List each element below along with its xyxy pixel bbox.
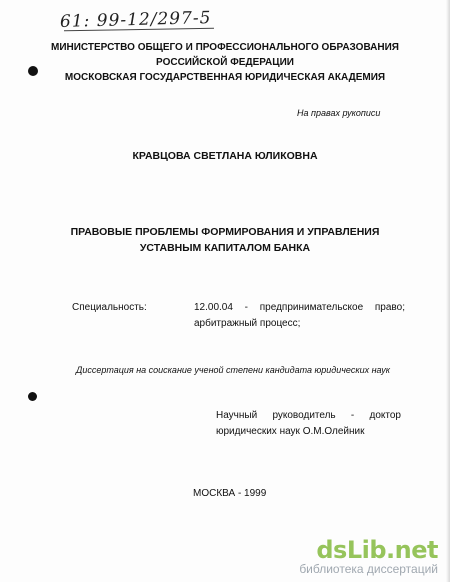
specialty-name-part2: право; <box>374 302 405 313</box>
thesis-title-line1: ПРАВОВЫЕ ПРОБЛЕМЫ ФОРМИРОВАНИЯ И УПРАВЛЕНИЯ <box>70 226 380 238</box>
federation-line: РОССИЙСКОЙ ФЕДЕРАЦИИ <box>156 57 294 68</box>
binding-hole-bottom <box>28 392 37 401</box>
academy-line: МОСКОВСКАЯ ГОСУДАРСТВЕННАЯ ЮРИДИЧЕСКАЯ АКАДЕМИЯ <box>64 72 386 83</box>
thesis-title-line2: УСТАВНЫМ КАПИТАЛОМ БАНКА <box>139 242 311 254</box>
watermark-logo: dsLib.net <box>316 536 438 564</box>
specialty-code: 12.00.04 <box>194 302 233 313</box>
author-name: КРАВЦОВА СВЕТЛАНА ЮЛИКОВНА <box>132 150 318 162</box>
supervisor-word-1: Научный <box>216 410 258 421</box>
handwritten-catalog-code: 61: 99-12/297-5 <box>59 8 212 32</box>
watermark <box>299 536 438 576</box>
specialty-name-part1: предпринимательское <box>259 302 364 313</box>
supervisor-word-3: - <box>350 410 355 421</box>
specialty-label: Специальность: <box>72 302 147 313</box>
specialty-dash: - <box>244 302 249 313</box>
specialty-line1 <box>194 302 405 313</box>
watermark-caption: библиотека диссертаций <box>299 562 438 576</box>
city-year: МОСКВА - 1999 <box>193 488 267 499</box>
ministry-line: МИНИСТЕРСТВО ОБЩЕГО И ПРОФЕССИОНАЛЬНОГО ОБРАЗОВАНИЯ <box>50 42 399 53</box>
supervisor-line2: юридических наук О.М.Олейник <box>216 426 365 437</box>
dissertation-note: Диссертация на соискание ученой степени кандидата юридических наук <box>76 365 391 375</box>
supervisor-line1 <box>216 410 401 421</box>
specialty-line2: арбитражный процесс; <box>194 318 301 329</box>
page-edge-shadow <box>446 0 450 582</box>
supervisor-word-4: доктор <box>369 410 401 421</box>
manuscript-note: На правах рукописи <box>297 108 381 118</box>
supervisor-word-2: руководитель <box>272 410 336 421</box>
